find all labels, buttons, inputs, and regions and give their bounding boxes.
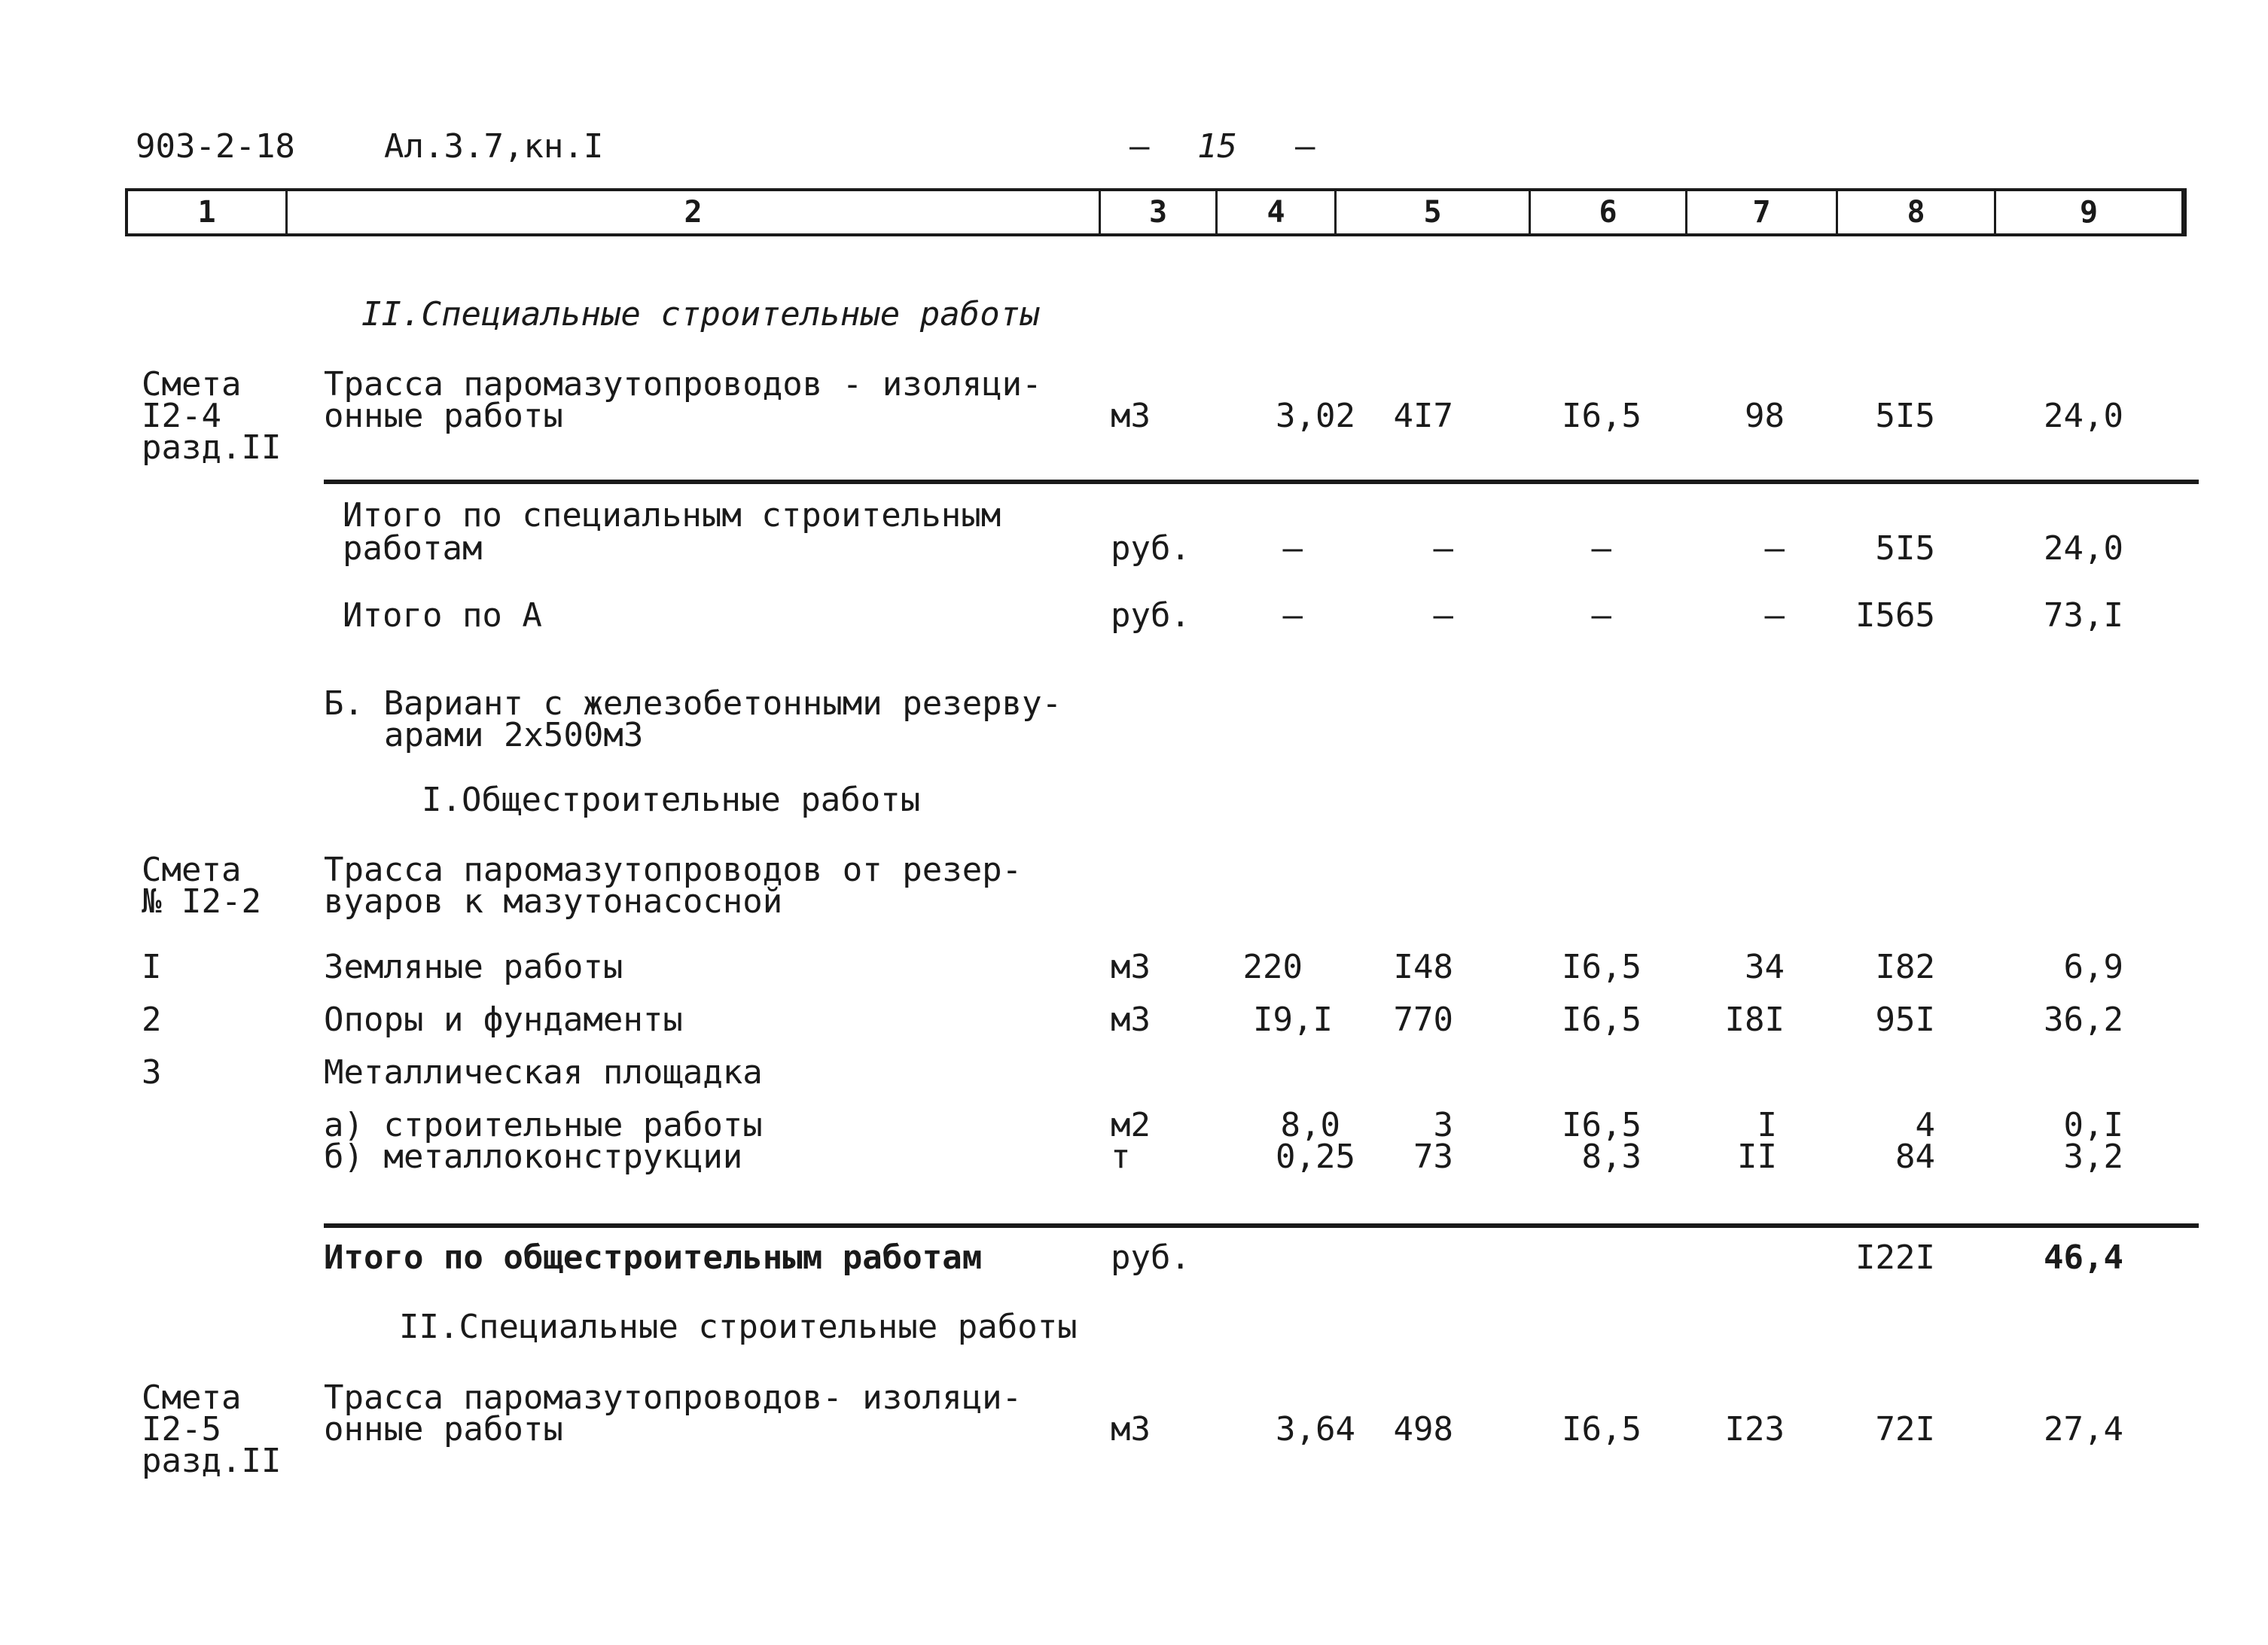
table-row-desc: Металлическая площадка	[324, 1053, 763, 1092]
section-heading-special-b: II.Специальные строительные работы	[399, 1308, 1078, 1346]
table-cell-col6: 8,3	[1581, 1138, 1642, 1176]
table-row-desc: онные работы	[324, 1410, 563, 1449]
table-cell-col9: 24,0	[2044, 397, 2123, 435]
table-cell-col8: 95I	[1875, 1001, 1935, 1039]
table-cell-col8: 5I5	[1875, 529, 1935, 568]
column-header-4: 4	[1218, 191, 1337, 233]
table-cell-unit: т	[1111, 1138, 1131, 1176]
table-cell-col9: 46,4	[2044, 1238, 2123, 1277]
table-cell-col9: 0,I	[2063, 1106, 2123, 1144]
table-row-desc: Итого по общестроительным работам	[324, 1238, 983, 1277]
table-cell-unit: руб.	[1111, 529, 1190, 568]
table-cell-col5: 4I7	[1393, 397, 1453, 435]
table-row-desc: онные работы	[324, 397, 563, 435]
table-cell-col9: 27,4	[2044, 1410, 2123, 1449]
table-row-desc: Итого по специальным строительным	[343, 496, 1001, 535]
table-row-ref: № I2-2	[142, 882, 261, 921]
table-cell-col6: –	[1591, 529, 1611, 568]
table-row-desc: а) строительные работы	[324, 1106, 763, 1144]
table-row-ref: разд.II	[142, 428, 282, 467]
table-cell-unit: м3	[1111, 1410, 1151, 1449]
column-header-7: 7	[1687, 191, 1838, 233]
column-header-row	[125, 188, 2187, 236]
table-cell-col5: –	[1433, 529, 1453, 568]
table-row-desc: Трасса паромазутопроводов от резер-	[324, 851, 1023, 889]
table-cell-col4: 3,02	[1276, 397, 1355, 435]
table-cell-col7: I23	[1724, 1410, 1785, 1449]
table-cell-col9: 73,I	[2044, 596, 2123, 635]
column-header-3: 3	[1101, 191, 1218, 233]
column-header-9: 9	[2079, 195, 2099, 230]
table-cell-col8: 72I	[1875, 1410, 1935, 1449]
table-cell-col7: 98	[1745, 397, 1785, 435]
table-cell-col6: I6,5	[1562, 397, 1642, 435]
table-row-desc: Земляные работы	[324, 948, 623, 986]
table-cell-col7: 34	[1745, 948, 1785, 986]
table-cell-col6: –	[1591, 596, 1611, 635]
table-cell-col5: –	[1433, 596, 1453, 635]
table-cell-col4: –	[1282, 596, 1303, 635]
table-cell-col9: 6,9	[2063, 948, 2123, 986]
section-heading-special-a: II.Специальные строительные работы	[361, 295, 1040, 334]
table-cell-col4: –	[1282, 529, 1303, 568]
section-heading-general-b: I.Общестроительные работы	[422, 781, 921, 819]
column-header-8: 8	[1838, 191, 1996, 233]
column-header-6: 6	[1531, 191, 1687, 233]
table-row-desc: Опоры и фундаменты	[324, 1001, 683, 1039]
table-cell-col4: 0,25	[1276, 1138, 1355, 1176]
table-cell-unit: руб.	[1111, 1238, 1190, 1277]
table-row-desc: Итого по А	[343, 596, 542, 635]
table-cell-col9: 36,2	[2044, 1001, 2123, 1039]
table-cell-col4: 3,64	[1276, 1410, 1355, 1449]
table-cell-unit: м3	[1111, 948, 1151, 986]
table-cell-col5: I48	[1393, 948, 1453, 986]
table-cell-col4: I9,I	[1253, 1001, 1333, 1039]
table-cell-unit: м3	[1111, 1001, 1151, 1039]
table-cell-col7: I8I	[1724, 1001, 1785, 1039]
table-cell-col8: 4	[1915, 1106, 1935, 1144]
table-cell-unit: м3	[1111, 397, 1151, 435]
table-row-ref: I2-5	[142, 1410, 221, 1449]
table-row-ref: Смета	[142, 1378, 242, 1417]
page-number-dash-right: –	[1295, 127, 1315, 166]
table-cell-col7: I	[1757, 1106, 1777, 1144]
table-row-ref: 2	[142, 1001, 162, 1039]
table-row-desc: Трасса паромазутопроводов- изоляци-	[324, 1378, 1023, 1417]
table-row-desc: вуаров к мазутонасосной	[324, 882, 783, 921]
table-cell-col9: 24,0	[2044, 529, 2123, 568]
table-cell-col5: 770	[1393, 1001, 1453, 1039]
table-row-ref: 3	[142, 1053, 162, 1092]
table-cell-col4: 8,0	[1280, 1106, 1340, 1144]
table-row-ref: I	[142, 948, 162, 986]
table-cell-col6: I6,5	[1562, 948, 1642, 986]
column-header-2: 2	[288, 191, 1101, 233]
table-row-desc: работам	[343, 529, 483, 568]
column-header-5: 5	[1337, 191, 1531, 233]
subtotal-divider	[324, 1223, 2199, 1228]
table-row-ref: Смета	[142, 851, 242, 889]
table-cell-col7: II	[1737, 1138, 1777, 1176]
table-cell-col7: –	[1764, 529, 1785, 568]
table-cell-col8: I565	[1855, 596, 1935, 635]
table-cell-col5: 3	[1433, 1106, 1453, 1144]
page-number: 15	[1197, 127, 1237, 166]
table-cell-col7: –	[1764, 596, 1785, 635]
subtotal-divider	[324, 480, 2199, 484]
table-cell-col5: 73	[1413, 1138, 1453, 1176]
table-row-ref: разд.II	[142, 1442, 282, 1480]
section-heading-variant-b: Б. Вариант с железобетонными резерву-	[324, 684, 1062, 723]
table-cell-col5: 498	[1393, 1410, 1453, 1449]
document-code: 903-2-18	[136, 127, 295, 166]
table-row-ref: I2-4	[142, 397, 221, 435]
page-number-dash-left: –	[1129, 127, 1150, 166]
table-cell-unit: руб.	[1111, 596, 1190, 635]
table-cell-col8: 5I5	[1875, 397, 1935, 435]
table-cell-col6: I6,5	[1562, 1001, 1642, 1039]
table-cell-col9: 3,2	[2063, 1138, 2123, 1176]
table-row-ref: Смета	[142, 365, 242, 404]
section-heading-variant-b: арами 2х500м3	[384, 716, 644, 754]
table-row-desc: б) металлоконструкции	[324, 1138, 743, 1176]
table-cell-unit: м2	[1111, 1106, 1151, 1144]
table-cell-col8: I82	[1875, 948, 1935, 986]
album-reference: Ал.3.7,кн.I	[384, 127, 604, 166]
table-row-desc: Трасса паромазутопроводов - изоляци-	[324, 365, 1042, 404]
table-cell-col6: I6,5	[1562, 1410, 1642, 1449]
table-cell-col4: 220	[1242, 948, 1303, 986]
table-cell-col6: I6,5	[1562, 1106, 1642, 1144]
table-cell-col8: I22I	[1855, 1238, 1935, 1277]
column-header-1: 1	[128, 191, 288, 233]
table-cell-col8: 84	[1895, 1138, 1935, 1176]
